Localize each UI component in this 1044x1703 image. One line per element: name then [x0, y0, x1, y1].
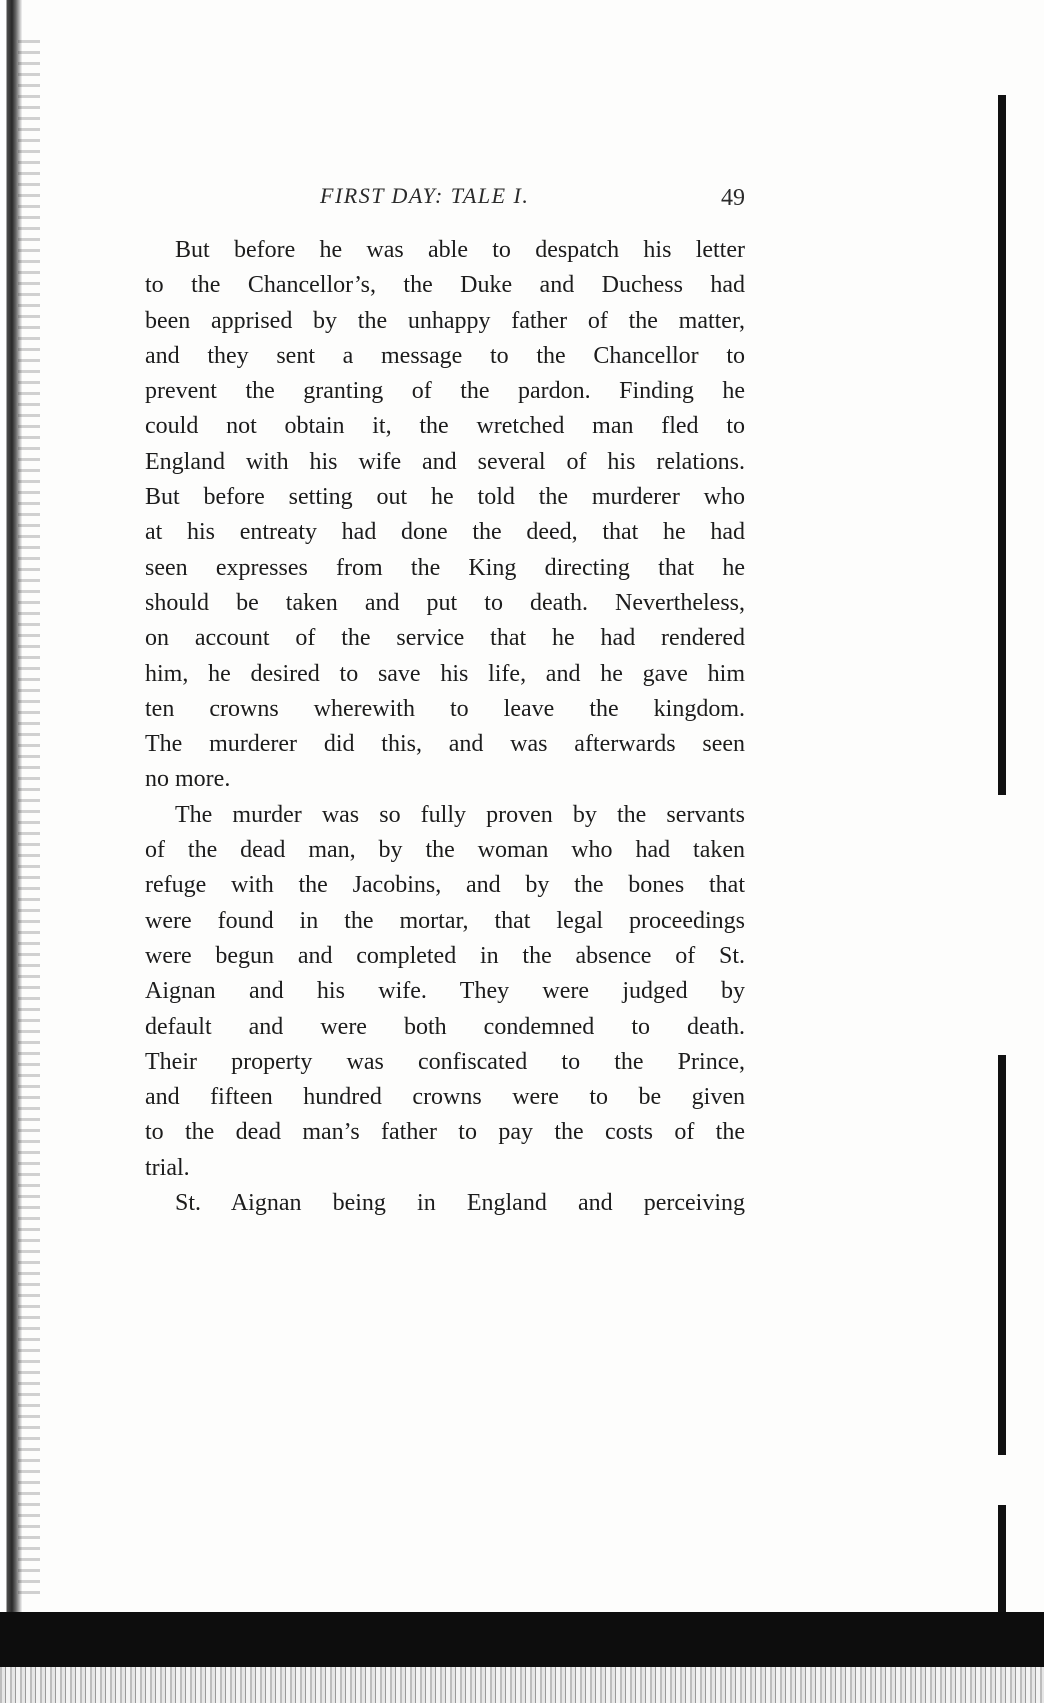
body-text: [145, 233, 745, 1221]
text-line: on account of the service that he had rendered: [145, 625, 745, 652]
text-line: no more.: [145, 766, 231, 793]
page-number: 49: [721, 185, 745, 211]
text-line: But before setting out he told the murderer who: [145, 484, 745, 511]
text-line: were begun and completed in the absence of St.: [145, 942, 745, 969]
page-bottom-shadow: [0, 1612, 1044, 1667]
scan-noise-strip: [0, 1667, 1044, 1703]
text-line: seen expresses from the King directing that he: [145, 554, 745, 581]
text-line: St. Aignan being in England and perceiving: [175, 1190, 745, 1217]
text-line: were found in the mortar, that legal proceedings: [145, 907, 745, 934]
text-line: England with his wife and several of his relations.: [145, 448, 745, 475]
text-line: ten crowns wherewith to leave the kingdom.: [145, 695, 745, 722]
text-line: and they sent a message to the Chancellor to: [145, 342, 745, 369]
text-line: him, he desired to save his life, and he gave him: [145, 660, 745, 687]
text-line: Aignan and his wife. They were judged by: [145, 978, 745, 1005]
text-line: The murderer did this, and was afterwards seen: [145, 731, 745, 758]
text-line: Their property was confiscated to the Prince,: [145, 1048, 745, 1075]
text-line: trial.: [145, 1154, 190, 1181]
text-line: to the Chancellor’s, the Duke and Duchess had: [145, 272, 745, 299]
text-line: of the dead man, by the woman who had taken: [145, 837, 745, 864]
text-line: been apprised by the unhappy father of the matter,: [145, 307, 745, 334]
text-line: and fifteen hundred crowns were to be given: [145, 1084, 745, 1111]
running-title: FIRST DAY: TALE I.: [320, 183, 530, 208]
text-line: But before he was able to despatch his letter: [175, 237, 745, 263]
text-line: default and were both condemned to death.: [145, 1013, 745, 1040]
page-edge-right-upper: [998, 95, 1006, 795]
text-line: refuge with the Jacobins, and by the bones that: [145, 872, 745, 899]
text-line: to the dead man’s father to pay the costs of the: [145, 1119, 745, 1146]
text-line: should be taken and put to death. Nevertheless,: [145, 589, 745, 616]
running-head: [145, 183, 745, 217]
page-edge-right-lower: [998, 1505, 1006, 1615]
binding-speckle: [18, 40, 40, 1600]
text-line: at his entreaty had done the deed, that he had: [145, 519, 745, 546]
text-line: could not obtain it, the wretched man fled to: [145, 413, 745, 440]
text-line: The murder was so fully proven by the servants: [175, 801, 745, 828]
text-line: prevent the granting of the pardon. Finding he: [145, 378, 745, 405]
page-edge-right-middle: [998, 1055, 1006, 1455]
